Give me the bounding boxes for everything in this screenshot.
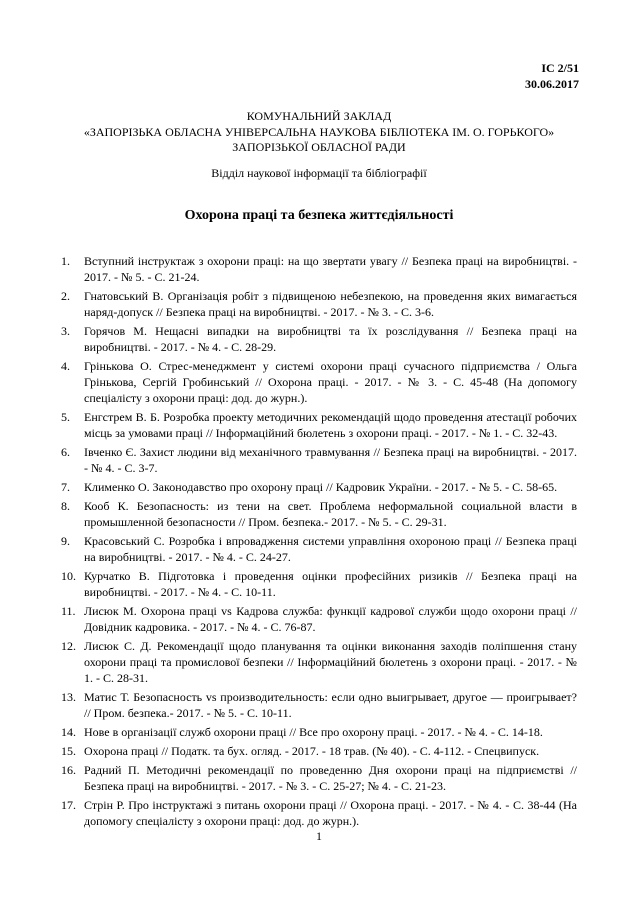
bibliography-list bbox=[61, 253, 577, 832]
list-item bbox=[61, 323, 577, 355]
list-item bbox=[61, 479, 577, 495]
list-item bbox=[61, 797, 577, 829]
list-item bbox=[61, 498, 577, 530]
list-item-number: 11. bbox=[61, 604, 76, 618]
list-item bbox=[61, 568, 577, 600]
page-title: Охорона праці та безпека життєдіяльності bbox=[184, 208, 454, 223]
document-code: ІС 2/51 bbox=[541, 61, 579, 75]
list-item-number: 1. bbox=[61, 254, 70, 268]
list-item bbox=[61, 444, 577, 476]
list-item-text: Лисюк М. Охорона праці vs Кадрова служба: функції кадрової служби щодо охорони праці // Довідник кадровика. - 2017. - № 4. - С. 76-87. bbox=[84, 604, 577, 634]
list-item-text: Івченко Є. Захист людини від механічного травмування // Безпека праці на виробництві. - 2017. - № 4. - С. 3-7. bbox=[84, 445, 577, 475]
list-item-number: 15. bbox=[61, 744, 76, 758]
list-item-text: Нове в організації служб охорони праці // Все про охорону праці. - 2017. - № 4. - С. 14-18. bbox=[84, 725, 543, 739]
institution-line-3: ЗАПОРІЗЬКОЇ ОБЛАСНОЇ РАДИ bbox=[232, 140, 406, 154]
list-item-number: 6. bbox=[61, 445, 70, 459]
department-name: Відділ наукової інформації та бібліографії bbox=[211, 166, 427, 180]
list-item-number: 10. bbox=[61, 569, 76, 583]
institution-header bbox=[0, 109, 638, 156]
list-item-number: 14. bbox=[61, 725, 76, 739]
list-item-text: Кооб К. Безопасность: из тени на свет. Проблема неформальной социальной власти в промышленной безопасности // Пром. безпека.- 2017. - № 5. - С. 29-31. bbox=[84, 499, 577, 529]
list-item bbox=[61, 724, 577, 740]
list-item-number: 5. bbox=[61, 410, 70, 424]
document-date: 30.06.2017 bbox=[525, 77, 579, 91]
list-item bbox=[61, 762, 577, 794]
institution-line-1: КОМУНАЛЬНИЙ ЗАКЛАД bbox=[246, 109, 392, 123]
list-item-number: 3. bbox=[61, 324, 70, 338]
list-item-number: 8. bbox=[61, 499, 70, 513]
list-item-number: 17. bbox=[61, 798, 76, 812]
list-item-text: Курчатко В. Підготовка і проведення оцінки професійних ризиків // Безпека праці на виробництві. - 2017. - № 4. - С. 10-11. bbox=[84, 569, 577, 599]
list-item-number: 16. bbox=[61, 763, 76, 777]
list-item-text: Красовський С. Розробка і впровадження системи управління охороною праці // Безпека праці на виробництві. - 2017. - № 4. - С. 24-27. bbox=[84, 534, 577, 564]
list-item-number: 13. bbox=[61, 690, 76, 704]
list-item-number: 4. bbox=[61, 359, 70, 373]
list-item bbox=[61, 638, 577, 686]
list-item bbox=[61, 288, 577, 320]
list-item-text: Матис Т. Безопасность vs производительность: если одно выигрывает, другое — проигрывает? // Пром. безпека.- 2017. - № 5. - С. 10-11. bbox=[84, 690, 577, 720]
list-item bbox=[61, 603, 577, 635]
list-item-text: Охорона праці // Податк. та бух. огляд. - 2017. - 18 трав. (№ 40). - С. 4-112. - Спецвипуск. bbox=[84, 744, 540, 758]
document-code-block bbox=[525, 60, 579, 92]
list-item-number: 7. bbox=[61, 480, 70, 494]
list-item bbox=[61, 743, 577, 759]
list-item-number: 9. bbox=[61, 534, 70, 548]
list-item-text: Лисюк С. Д. Рекомендації щодо планування та оцінки виконання заходів поліпшення стану охорони праці та промислової безпеки // Інформаційний бюлетень з охорони праці. - 2017. - № 1. - С. 28-31. bbox=[84, 639, 577, 685]
page-number: 1 bbox=[316, 829, 322, 843]
list-item-text: Клименко О. Законодавство про охорону праці // Кадровик України. - 2017. - № 5. - С. 58-65. bbox=[84, 480, 558, 494]
list-item-text: Вступний інструктаж з охорони праці: на що звертати увагу // Безпека праці на виробництві. - 2017. - № 5. - С. 21-24. bbox=[84, 254, 577, 284]
list-item bbox=[61, 253, 577, 285]
list-item-number: 12. bbox=[61, 639, 76, 653]
list-item-text: Радний П. Методичні рекомендації по проведенню Дня охорони праці на підприємстві // Безпека праці на виробництві. - 2017. - № 3. - С. 25-27; № 4. - С. 21-23. bbox=[84, 763, 577, 793]
list-item-text: Грінькова О. Стрес-менеджмент у системі охорони праці сучасного підприємства / Ольга Грінькова, Сергій Гробинський // Охорона праці. - 2017. - № 3. - С. 45-48 (На допомогу спеціалісту з охорони праці: дод. до журн.). bbox=[84, 359, 577, 405]
list-item-text: Горячов М. Нещасні випадки на виробництві та їх розслідування // Безпека праці на виробництві. - 2017. - № 4. - С. 28-29. bbox=[84, 324, 577, 354]
list-item bbox=[61, 409, 577, 441]
list-item-text: Енгстрем В. Б. Розробка проекту методичних рекомендацій щодо проведення атестації робочих місць за умовами праці // Інформаційний бюлетень з охорони праці. - 2017. - № 1. - С. 32-43. bbox=[84, 410, 577, 440]
list-item-text: Гнатовський В. Організація робіт з підвищеною небезпекою, на проведення яких вимагається наряд-допуск // Безпека праці на виробництві. - 2017. - № 3. - С. 3-6. bbox=[84, 289, 577, 319]
list-item bbox=[61, 533, 577, 565]
list-item-number: 2. bbox=[61, 289, 70, 303]
list-item bbox=[61, 358, 577, 406]
list-item bbox=[61, 689, 577, 721]
list-item-text: Стрін Р. Про інструктажі з питань охорони праці // Охорона праці. - 2017. - № 4. - С. 38-44 (На допомогу спеціалісту з охорони праці: дод. до журн.). bbox=[84, 798, 577, 828]
institution-line-2: «ЗАПОРІЗЬКА ОБЛАСНА УНІВЕРСАЛЬНА НАУКОВА БІБЛІОТЕКА ІМ. О. ГОРЬКОГО» bbox=[83, 124, 555, 139]
